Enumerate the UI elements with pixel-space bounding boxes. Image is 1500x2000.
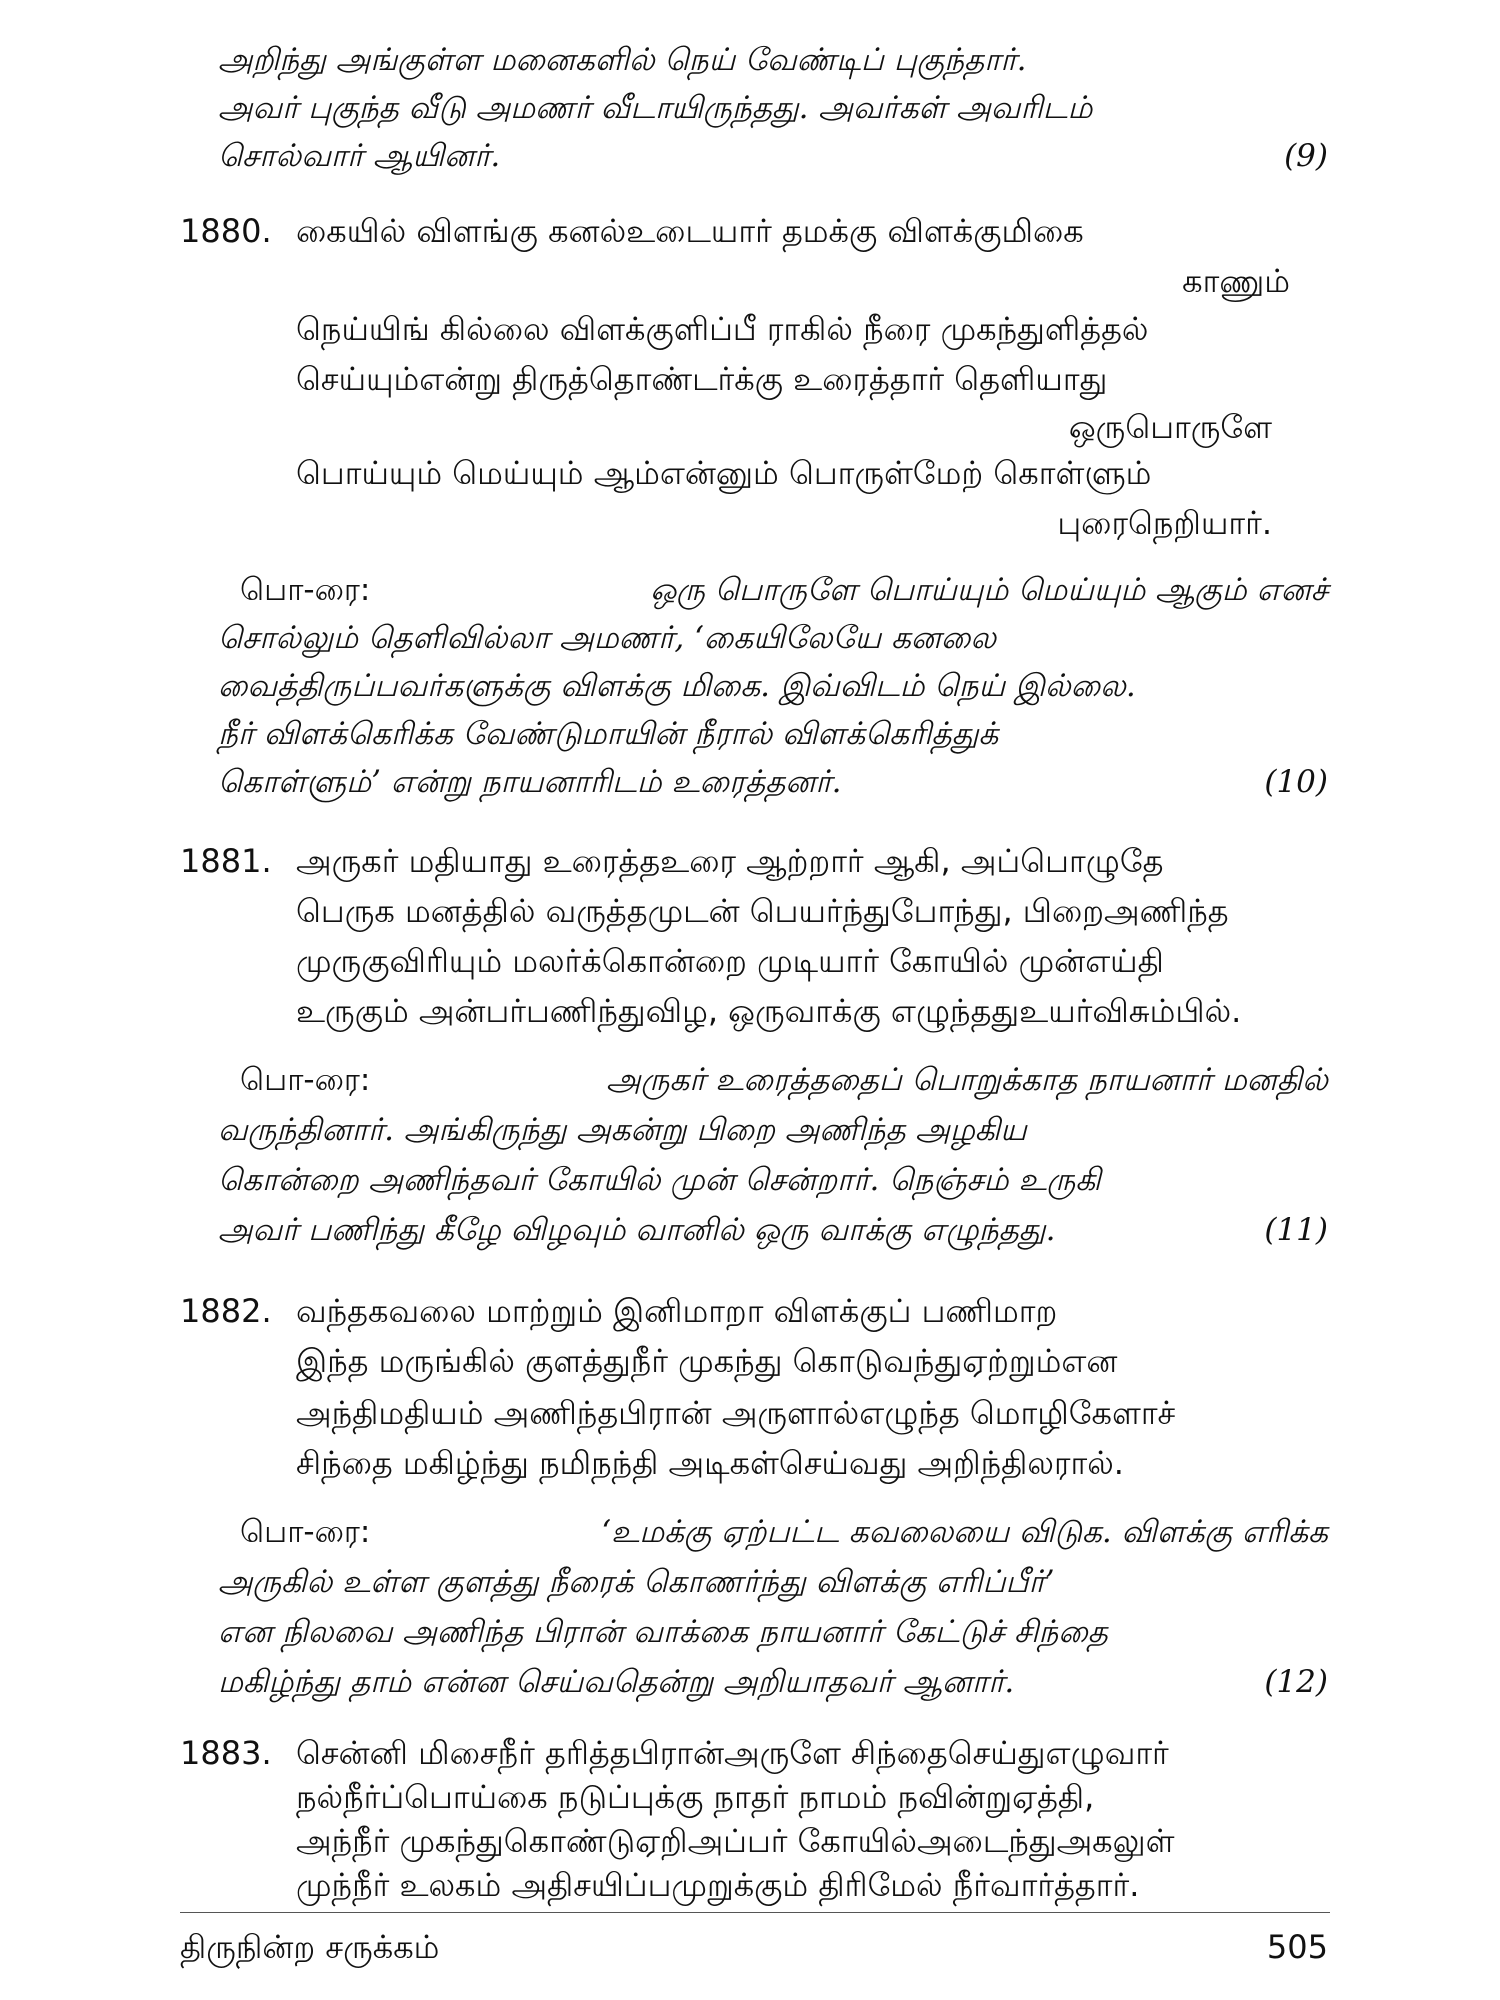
commentary-line: மகிழ்ந்து தாம் என்ன செய்வதென்று அறியாதவர் ஆனார். (218, 1664, 1015, 1700)
commentary-ref: (9) (1284, 138, 1328, 174)
verse-number: 1881. (180, 842, 272, 880)
commentary-label: பொ-ரை: (240, 572, 371, 608)
commentary-line: அவர் பணிந்து கீழே விழவும் வானில் ஒரு வாக்கு எழுந்தது. (218, 1212, 1056, 1248)
verse-line: சிந்தை மகிழ்ந்து நமிநந்தி அடிகள்செய்வது அறிந்திலரால். (296, 1444, 1124, 1482)
verse-line: செய்யும்என்று திருத்தொண்டர்க்கு உரைத்தார் தெளியாது (296, 360, 1108, 398)
verse-number: 1883. (180, 1734, 272, 1772)
verse-line: பெருக மனத்தில் வருத்தமுடன் பெயர்ந்துபோந்து, பிறைஅணிந்த (296, 892, 1229, 930)
commentary-line: அறிந்து அங்குள்ள மனைகளில் நெய் வேண்டிப் புகுந்தார். (218, 42, 1027, 78)
verse-line: பொய்யும் மெய்யும் ஆம்என்னும் பொருள்மேற் கொள்ளும் (296, 454, 1152, 492)
verse-line: வந்தகவலை மாற்றும் இனிமாறா விளக்குப் பணிமாற (296, 1292, 1058, 1330)
verse-line: நல்நீர்ப்பொய்கை நடுப்புக்கு நாதர் நாமம் நவின்றுஏத்தி, (296, 1778, 1095, 1816)
verse-line: அந்நீர் முகந்துகொண்டுஏறிஅப்பர் கோயில்அடைந்துஅகலுள் (296, 1822, 1175, 1860)
commentary-line: அருகில் உள்ள குளத்து நீரைக் கொணர்ந்து விளக்கு எரிப்பீர்’ (218, 1564, 1055, 1600)
verse-number: 1882. (180, 1292, 272, 1330)
commentary-line: வருந்தினார். அங்கிருந்து அகன்று பிறை அணிந்த அழகிய (218, 1112, 1027, 1148)
commentary-line: சொல்வார் ஆயினர். (218, 138, 501, 174)
verse-line: கையில் விளங்கு கனல்உடையார் தமக்கு விளக்குமிகை (296, 212, 1084, 250)
verse-line: ஒருபொருளே (1068, 408, 1272, 446)
commentary-line: கொள்ளும்’ என்று நாயனாரிடம் உரைத்தனர். (218, 764, 842, 800)
commentary-label: பொ-ரை: (240, 1514, 371, 1550)
commentary-line: அவர் புகுந்த வீடு அமணர் வீடாயிருந்தது. அவர்கள் அவரிடம் (218, 90, 1093, 126)
commentary-ref: (10) (1264, 764, 1328, 800)
verse-number: 1880. (180, 212, 272, 250)
verse-line: இந்த மருங்கில் குளத்துநீர் முகந்து கொடுவந்துஏற்றும்என (296, 1342, 1118, 1380)
verse-line: அந்திமதியம் அணிந்தபிரான் அருளால்எழுந்த மொழிகேளாச் (296, 1394, 1176, 1432)
commentary-line: பொ-ரை: ‘உமக்கு ஏற்பட்ட கவலையை விடுக. விளக்கு எரிக்க (240, 1510, 1328, 1554)
commentary-label: பொ-ரை: (240, 1062, 371, 1098)
commentary-line: கொன்றை அணிந்தவர் கோயில் முன் சென்றார். நெஞ்சம் உருகி (218, 1162, 1101, 1198)
verse-line: புரைநெறியார். (1057, 504, 1272, 542)
verse-line: முந்நீர் உலகம் அதிசயிப்பமுறுக்கும் திரிமேல் நீர்வார்த்தார். (296, 1866, 1140, 1904)
verse-line: முருகுவிரியும் மலர்க்கொன்றை முடியார் கோயில் முன்எய்தி (296, 942, 1164, 980)
footer-divider (180, 1912, 1330, 1913)
commentary-line: நீர் விளக்கெரிக்க வேண்டுமாயின் நீரால் விளக்கெரித்துக் (218, 716, 999, 752)
commentary-line: பொ-ரை: அருகர் உரைத்ததைப் பொறுக்காத நாயனார் மனதில் (240, 1058, 1328, 1102)
commentary-line: பொ-ரை: ஒரு பொருளே பொய்யும் மெய்யும் ஆகும் எனச் (240, 568, 1328, 612)
commentary-line: சொல்லும் தெளிவில்லா அமணர், ‘கையிலேயே கனலை (218, 620, 997, 656)
verse-line: உருகும் அன்பர்பணிந்துவிழ, ஒருவாக்கு எழுந்ததுஉயர்விசும்பில். (296, 992, 1242, 1030)
commentary-ref: (12) (1264, 1664, 1328, 1700)
commentary-ref: (11) (1264, 1212, 1328, 1248)
footer-section-title: திருநின்ற சருக்கம் (180, 1928, 440, 1966)
verse-line: சென்னி மிசைநீர் தரித்தபிரான்அருளே சிந்தைசெய்துஎழுவார் (296, 1734, 1169, 1772)
commentary-line: என நிலவை அணிந்த பிரான் வாக்கை நாயனார் கேட்டுச் சிந்தை (218, 1614, 1108, 1650)
page-number: 505 (1266, 1928, 1328, 1966)
commentary-line: வைத்திருப்பவர்களுக்கு விளக்கு மிகை. இவ்விடம் நெய் இல்லை. (218, 668, 1136, 704)
verse-line: அருகர் மதியாது உரைத்தஉரை ஆற்றார் ஆகி, அப்பொழுதே (296, 842, 1164, 880)
verse-line: காணும் (1182, 262, 1290, 300)
verse-line: நெய்யிங் கில்லை விளக்குளிப்பீ ராகில் நீரை முகந்துளித்தல் (296, 310, 1149, 348)
